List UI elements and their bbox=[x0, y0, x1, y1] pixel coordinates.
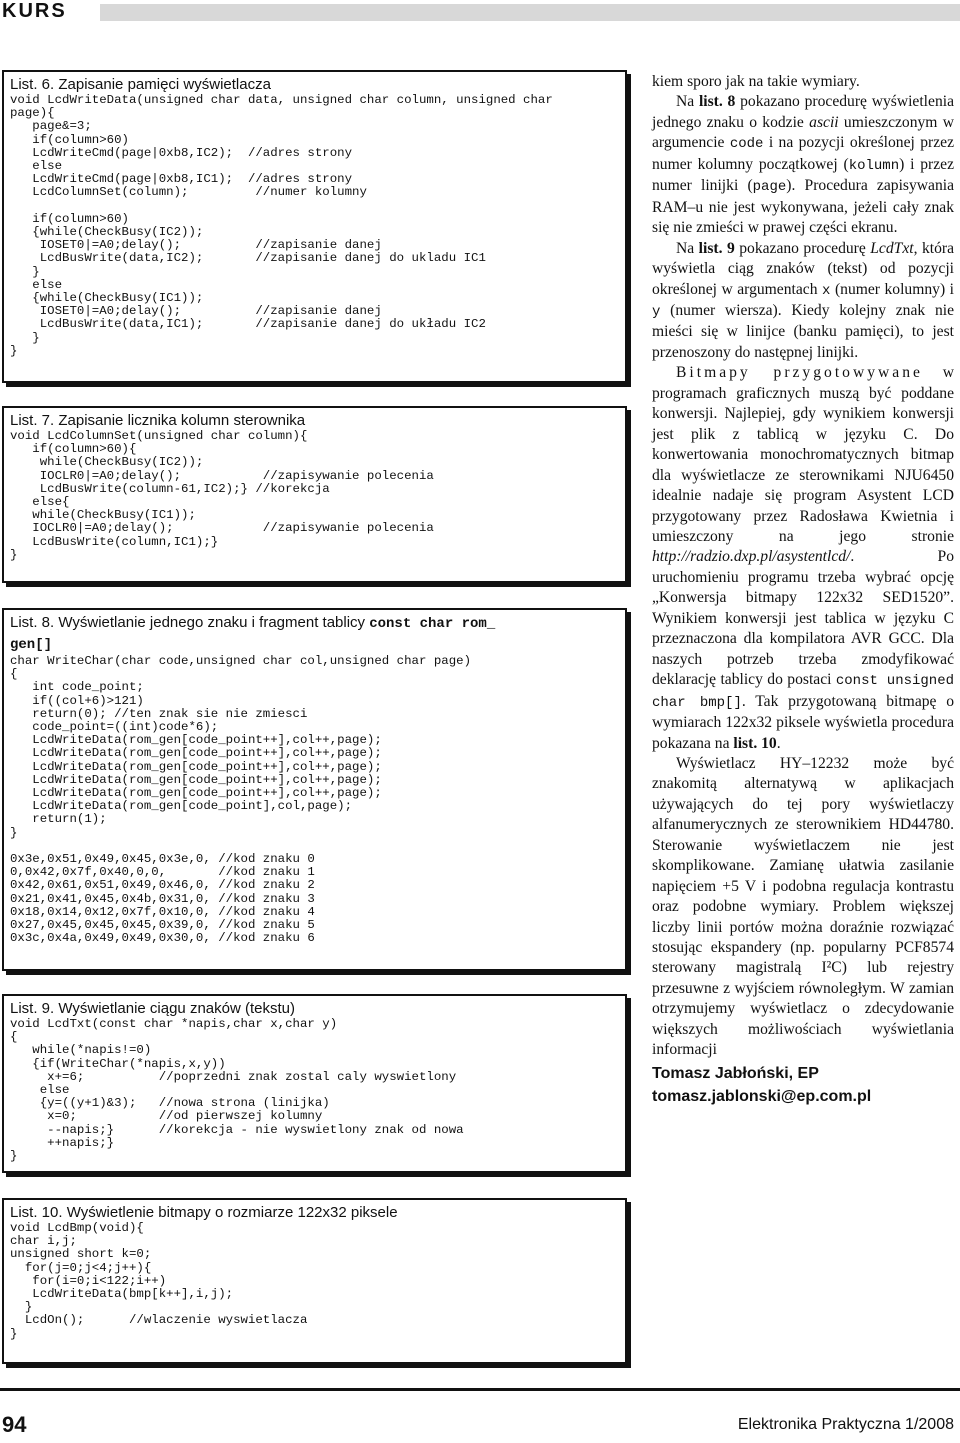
listing-caption: Wyświetlanie ciągu znaków (tekstu) bbox=[58, 1000, 295, 1017]
header-bar bbox=[100, 4, 960, 21]
listing-reference: list. 8 bbox=[698, 93, 736, 111]
paragraph: Bitmapy przygotowywane w programach graficznych muszą być poddane konwersji. Najlepiej, gdy wynikiem konwersji jest plik z tablicą w języku C. Do konwertowania monochromatycznych bitmap dla wyświetlacze ze sterownikami NJU6450 idealnie nadaje się program Asystent LCD przygotowany przez Radosława Kwietnia i umieszczony na jego stronie http://radzio.dxp.pl/asystentlcd/. Po uruchomieniu programu trzeba wybrać opcję „Konwersja bitmapy 122x32 SED1520”. Wynikiem konwersji jest tablica w języku C przeznaczona dla kompilatora AVR GCC. Dla naszych potrzeb trzeba zmodyfikować deklarację tablicy do postaci const unsigned char bmp[]. Tak przygotowaną bitmapę o wymiarach 122x32 piksele wyświetla procedura pokazana na list. 10. bbox=[652, 364, 954, 752]
paragraph: Na list. 9 pokazano procedurę LcdTxt, która wyświetla ciąg znaków (tekst) od pozycji określonej w argumentach x (numer kolumny) i y (numer wiersza). Kiedy kolejny znak nie mieści się w linijce (banku pamięci), to jest przenoszony do następnej linijki. bbox=[652, 239, 954, 361]
listing-caption: Zapisanie licznika kolumn sterownika bbox=[58, 412, 306, 429]
code-block: void LcdColumnSet(unsigned char column){ if(column>60){ while(CheckBusy(IC2)); IOCLR0|=A0;delay(); //zapisywanie polecenia LcdBusWrite(column-61,IC2);} //korekcja else{ while(CheckBusy(IC1)); IOCLR0|=A0;delay(); //zapisywanie polecenia LcdBusWrite(column,IC1);} } bbox=[10, 429, 434, 562]
listing-number: List. 7. bbox=[10, 412, 55, 429]
listing-number: List. 8. bbox=[10, 614, 55, 631]
paragraph: Wyświetlacz HY–12232 może być znakomitą alternatywą w aplikacjach używających do tej pory wyświetlaczy alfanumerycznych ze sterownikiem HD44780. Sterowanie wyświetlaczem nie jest skomplikowane. Zamianę ułatwia zasilanie napięciem +5 V i podobna regulacja kontrastu oraz podobne wymiary. Problem większej liczby linii portów można doraźnie rozwiązać stosując ekspandery (np. popularny PCF8574 sterowany magistralą I²C) lub rejestry przesuwne z wyjściem równoległym. W zamian otrzymujemy wyświetlacz o zdecydowanie większych możliwościach wyświetlania informacji bbox=[652, 754, 954, 1059]
footer-rule bbox=[0, 1388, 960, 1391]
code-block: void LcdWriteData(unsigned char data, unsigned char column, unsigned char page){ page&=3; if(column>60) LcdWriteCmd(page|0xb8,IC2); //adres strony else LcdWriteCmd(page|0xb8,IC1); //adres strony LcdColumnSet(column); //numer kolumny if(column>60) {while(CheckBusy(IC2)); IOSET0|=A0;delay(); //zapisanie danej LcdBusWrite(data,IC2); //zapisanie danej do ukladu IC1 } else {while(CheckBusy(IC1)); IOSET0|=A0;delay(); //zapisanie danej LcdBusWrite(data,IC1); //zapisanie danej do układu IC2 } } bbox=[10, 93, 553, 358]
listing-7 bbox=[2, 406, 627, 583]
listing-reference: list. 10 bbox=[733, 734, 777, 752]
listing-number: List. 10. bbox=[10, 1204, 63, 1221]
listing-caption-code: gen[] bbox=[10, 637, 53, 653]
listing-9 bbox=[2, 994, 627, 1173]
paragraph: kiem sporo jak na takie wymiary. bbox=[652, 73, 860, 90]
listing-8 bbox=[2, 608, 627, 971]
listing-title bbox=[10, 999, 619, 1018]
code-block: char WriteChar(char code,unsigned char col,unsigned char page) { int code_point; if((col+6)>121) return(0); //ten znak sie nie zmiesci code_point=((int)code*6); LcdWriteData(rom_gen[code_point++],col++,page); LcdWriteData(rom_gen[code_point++],col++,page); LcdWriteData(rom_gen[code_point++],col++,page); LcdWriteData(rom_gen[code_point++],col++,page); LcdWriteData(rom_gen[code_point++],col++,page); LcdWriteData(rom_gen[code_point],col,page); return(1); } 0x3e,0x51,0x49,0x45,0x3e,0, //kod znaku 0 0,0x42,0x7f,0x40,0,0, //kod znaku 1 0x42,0x61,0x51,0x49,0x46,0, //kod znaku 2 0x21,0x41,0x45,0x4b,0x31,0, //kod znaku 3 0x18,0x14,0x12,0x7f,0x10,0, //kod znaku 4 0x27,0x45,0x45,0x45,0x39,0, //kod znaku 5 0x3c,0x4a,0x49,0x49,0x30,0, //kod znaku 6 bbox=[10, 654, 472, 946]
listing-caption-code: const char rom_ bbox=[369, 616, 496, 632]
listing-title bbox=[10, 411, 619, 430]
magazine-issue: Elektronika Praktyczna 1/2008 bbox=[737, 1416, 954, 1433]
listing-10 bbox=[2, 1198, 627, 1364]
listing-6 bbox=[2, 70, 627, 383]
listing-caption: Zapisanie pamięci wyświetlacza bbox=[58, 76, 271, 93]
code-block: void LcdTxt(const char *napis,char x,char y) { while(*napis!=0) {if(WriteChar(*napis,x,y)) x+=6; //poprzedni znak zostal caly wyswietlony else {y=((y+1)&3); //nowa strona (linijka) x=0; //od pierwszej kolumny --napis;} //korekcja - nie wyswietlony znak od nowa ++napis;} } bbox=[10, 1017, 464, 1164]
listing-number: List. 9. bbox=[10, 1000, 55, 1017]
url-text: http://radzio.dxp.pl/asystentlcd/ bbox=[652, 548, 851, 566]
listing-title bbox=[10, 1203, 619, 1222]
listing-title bbox=[10, 75, 619, 94]
article-column bbox=[652, 72, 954, 1107]
author-name: Tomasz Jabłoński, EP bbox=[652, 1064, 819, 1082]
page-number: 94 bbox=[2, 1412, 27, 1437]
listing-reference: list. 9 bbox=[698, 239, 735, 257]
listing-caption: Wyświetlanie jednego znaku i fragment tablicy bbox=[58, 614, 366, 631]
section-label: KURS bbox=[2, 0, 67, 22]
listing-title bbox=[10, 613, 619, 655]
paragraph: Na list. 8 pokazano procedurę wyświetlenia jednego znaku o kodzie ascii umieszczonym w argumencie code i na pozycji określonej przez numer kolumny początkowej (kolumn) i przez numer linijki (page). Procedura zapisywania RAM–u nie jest wykonywana, jeżeli cały znak się nie zmieści w prawej części ekranu. bbox=[652, 93, 954, 237]
listing-number: List. 6. bbox=[10, 76, 55, 93]
author-email: tomasz.jablonski@ep.com.pl bbox=[652, 1087, 872, 1105]
code-block: void LcdBmp(void){ char i,j; unsigned short k=0; for(j=0;j<4;j++){ for(i=0;i<122;i++) LcdWriteData(bmp[k++],i,j); } LcdOn(); //wlaczenie wyswietlacza } bbox=[10, 1221, 308, 1341]
listing-caption: Wyświetlenie bitmapy o rozmiarze 122x32 piksele bbox=[66, 1204, 398, 1221]
